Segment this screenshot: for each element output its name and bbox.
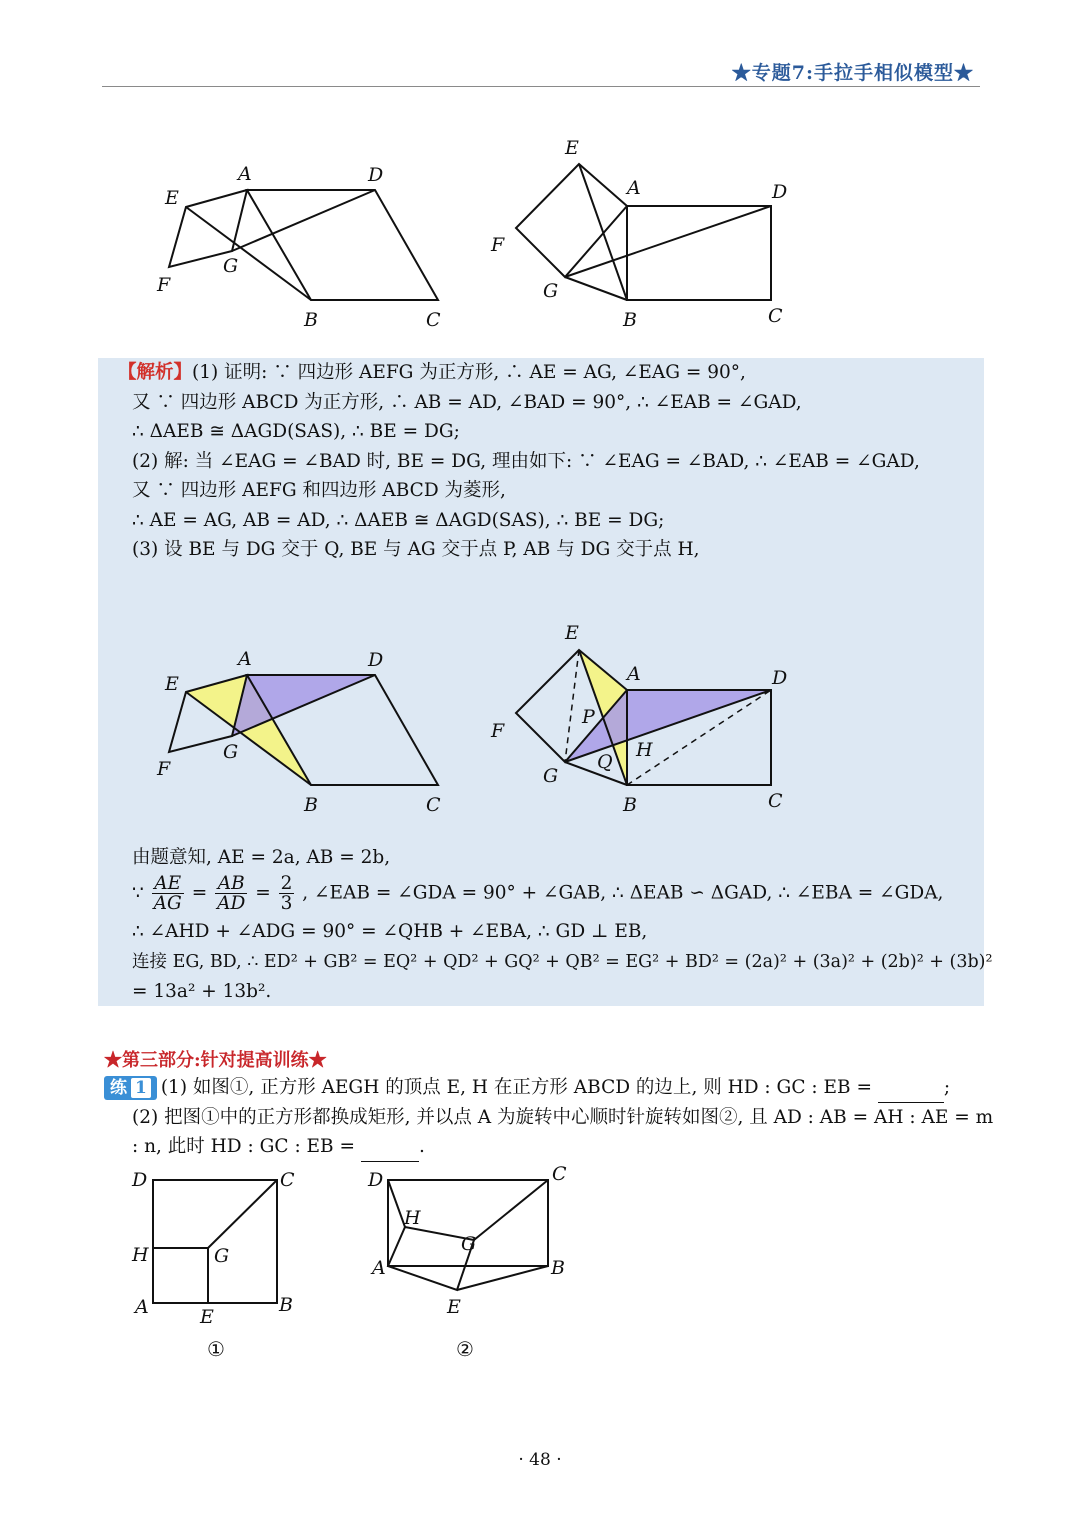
label-b: B: [304, 794, 318, 816]
label-f: F: [491, 720, 505, 742]
eq-2: =: [255, 882, 271, 904]
label-g: G: [543, 765, 559, 787]
label-f: F: [157, 758, 171, 780]
badge-number: 1: [131, 1078, 151, 1098]
label-g: G: [223, 255, 239, 277]
label-b: B: [304, 309, 318, 331]
label-a: A: [238, 648, 252, 670]
label-e: E: [565, 137, 579, 159]
exercise-q2: : n, 此时 HD : GC : EB =: [132, 1136, 356, 1157]
label-e: E: [447, 1296, 461, 1318]
label-g: G: [461, 1233, 477, 1255]
eq-1: =: [191, 882, 208, 904]
frac1-num: AE: [152, 874, 184, 894]
label-b: B: [279, 1294, 293, 1316]
label-b: B: [623, 794, 637, 816]
frac1-den: AG: [153, 893, 182, 914]
label-h: H: [404, 1207, 421, 1229]
label-c: C: [280, 1169, 295, 1191]
solution-perp: ∴ ∠AHD + ∠ADG = 90° = ∠QHB + ∠EBA, ∴ GD ⊥ EB,: [132, 921, 648, 942]
since-symbol: ∵: [132, 882, 144, 904]
exercise-line-2: (2) 把图①中的正方形都换成矩形, 并以点 A 为旋转中心顺时针旋转如图②, 且 AD : AB = AH : AE = m: [132, 1107, 994, 1128]
caption-1: ①: [207, 1337, 225, 1361]
label-c: C: [426, 309, 441, 331]
solution-text: (1) 证明: ∵ 四边形 AEFG 为正方形, ∴ AE = AG, ∠EAG = 90°,: [192, 362, 746, 383]
label-e: E: [565, 622, 579, 644]
frac3-den: 3: [280, 893, 293, 914]
solution-connect: 连接 EG, BD, ∴ ED² + GB² = EQ² + QD² + GQ² + QB² = EG² + BD² = (2a)² + (3a)² + (2b)² + (3b)²: [132, 952, 993, 972]
label-p: P: [582, 706, 595, 728]
label-d: D: [772, 181, 788, 203]
label-c: C: [768, 790, 783, 812]
solution-line-2: 又 ∵ 四边形 ABCD 为正方形, ∴ AB = AD, ∠BAD = 90°, ∴ ∠EAB = ∠GAD,: [132, 392, 802, 413]
label-g: G: [223, 741, 239, 763]
solution-line-6: ∴ AE = AG, AB = AD, ∴ ΔAEB ≅ ΔAGD(SAS), ∴ BE = DG;: [132, 510, 665, 531]
label-h: H: [132, 1244, 149, 1266]
label-e: E: [165, 673, 179, 695]
label-f: F: [157, 274, 171, 296]
q2-end: .: [418, 1136, 425, 1157]
badge-text: 练: [110, 1078, 127, 1098]
caption-2: ②: [456, 1337, 474, 1361]
label-c: C: [768, 305, 783, 327]
label-q: Q: [597, 751, 613, 773]
label-e: E: [165, 187, 179, 209]
label-f: F: [491, 234, 505, 256]
label-d: D: [772, 667, 788, 689]
label-d: D: [368, 649, 384, 671]
ratio-rest: , ∠EAB = ∠GDA = 90° + ∠GAB, ∴ ΔEAB ∽ ΔGAD, ∴ ∠EBA = ∠GDA,: [302, 882, 944, 904]
label-b: B: [623, 309, 637, 331]
frac2-num: AB: [215, 874, 247, 894]
label-d: D: [368, 164, 384, 186]
header-title: ★专题7:手拉手相似模型★: [731, 62, 974, 84]
exercise-q1: (1) 如图①, 正方形 AEGH 的顶点 E, H 在正方形 ABCD 的边上, 则 HD : GC : EB =: [160, 1077, 872, 1098]
label-h: H: [636, 739, 653, 761]
label-g: G: [543, 280, 559, 302]
label-g: G: [214, 1245, 230, 1267]
page-number: · 48 ·: [518, 1450, 562, 1470]
part3-title: ★第三部分:针对提高训练★: [104, 1050, 327, 1071]
label-c: C: [426, 794, 441, 816]
label-b: B: [551, 1257, 565, 1279]
solution-line-3: ∴ ΔAEB ≅ ΔAGD(SAS), ∴ BE = DG;: [132, 421, 460, 442]
solution-known: 由题意知, AE = 2a, AB = 2b,: [132, 847, 391, 868]
label-a: A: [627, 177, 641, 199]
solution-line-4: (2) 解: 当 ∠EAG = ∠BAD 时, BE = DG, 理由如下: ∵ ∠EAG = ∠BAD, ∴ ∠EAB = ∠GAD,: [132, 451, 920, 472]
solution-tag: 【解析】: [118, 362, 193, 383]
frac3-num: 2: [280, 873, 293, 894]
solution-result: = 13a² + 13b².: [132, 981, 272, 1002]
label-d: D: [368, 1169, 384, 1191]
solution-line-7: (3) 设 BE 与 DG 交于 Q, BE 与 AG 交于点 P, AB 与 DG 交于点 H,: [132, 539, 700, 560]
label-a: A: [372, 1257, 386, 1279]
label-c: C: [552, 1163, 567, 1185]
frac2-den: AD: [217, 893, 246, 914]
label-e: E: [200, 1306, 214, 1328]
label-a: A: [627, 663, 641, 685]
label-a: A: [238, 163, 252, 185]
label-d: D: [132, 1169, 148, 1191]
solution-line-5: 又 ∵ 四边形 AEFG 和四边形 ABCD 为菱形,: [132, 480, 506, 501]
label-a: A: [135, 1296, 149, 1318]
q1-end: ;: [943, 1077, 951, 1098]
